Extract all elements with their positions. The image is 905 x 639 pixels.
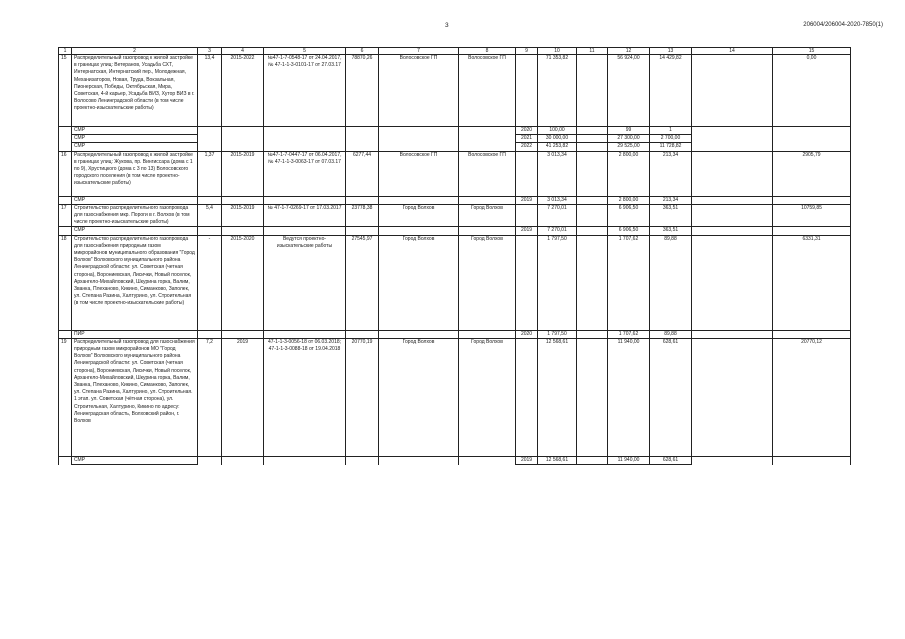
empty-cell (222, 456, 264, 464)
period-cell: 2015-2020 (222, 235, 264, 330)
empty-cell (692, 151, 773, 196)
local-budget-cell: 89,88 (650, 235, 692, 330)
empty-cell (577, 127, 608, 135)
empty-cell (773, 227, 851, 235)
empty-cell (346, 330, 379, 338)
total-cell: 1 797,50 (538, 330, 577, 338)
empty-cell (459, 456, 516, 464)
table-subrow (59, 135, 851, 143)
table-row (59, 338, 851, 456)
period-cell: 2015-2022 (222, 55, 264, 127)
total-cell: 3 013,34 (538, 196, 577, 204)
empty-cell (577, 204, 608, 227)
permit-cell: №47-1-7-0447-17 от 06.04.2017, № 47-1-1-3-0063-17 от 07.03.17 (264, 151, 346, 196)
column-header: 14 (692, 48, 773, 55)
year-cell (516, 204, 538, 227)
work-type-cell: СМР (72, 135, 198, 143)
owner-cell: Волосовское ГП (459, 55, 516, 127)
row-number: 19 (59, 338, 72, 456)
empty-cell (346, 135, 379, 143)
total-cell: 30 000,00 (538, 135, 577, 143)
empty-cell (59, 330, 72, 338)
regional-budget-cell: 56 924,00 (608, 55, 650, 127)
column-header: 12 (608, 48, 650, 55)
empty-cell (379, 330, 459, 338)
total-cell: 12 568,61 (538, 456, 577, 464)
year-cell: 2021 (516, 135, 538, 143)
column-header: 1 (59, 48, 72, 55)
empty-cell (379, 227, 459, 235)
length-cell: 7,2 (198, 338, 222, 456)
column-header: 6 (346, 48, 379, 55)
empty-cell (264, 196, 346, 204)
row-number: 15 (59, 55, 72, 127)
local-budget-cell: 628,61 (650, 456, 692, 464)
regional-budget-cell: 1 707,62 (608, 235, 650, 330)
table-row (59, 55, 851, 127)
empty-cell (577, 456, 608, 464)
year-cell: 2020 (516, 330, 538, 338)
row-number: 18 (59, 235, 72, 330)
empty-cell (773, 196, 851, 204)
table-row (59, 204, 851, 227)
empty-cell (379, 135, 459, 143)
regional-budget-cell: 1 707,62 (608, 330, 650, 338)
empty-cell (773, 143, 851, 151)
empty-cell (692, 204, 773, 227)
work-type-cell: СМР (72, 456, 198, 464)
empty-cell (346, 143, 379, 151)
permit-cell: 47-1-1-3-0056-18 от 06.03.2018; 47-1-1-3-0088-18 от 19.04.2018 (264, 338, 346, 456)
regional-budget-cell: 2 800,00 (608, 196, 650, 204)
year-cell (516, 338, 538, 456)
owner-cell: Город Волхов (459, 338, 516, 456)
local-budget-cell: 89,88 (650, 330, 692, 338)
length-cell: - (198, 235, 222, 330)
year-cell: 2020 (516, 127, 538, 135)
customer-cell: Город Волхов (379, 235, 459, 330)
empty-cell (59, 143, 72, 151)
empty-cell (692, 227, 773, 235)
empty-cell (692, 127, 773, 135)
empty-cell (692, 338, 773, 456)
empty-cell (773, 127, 851, 135)
permit-cell: № 47-1-7-0269-17 от 17.03.2017 (264, 204, 346, 227)
year-cell: 2019 (516, 456, 538, 464)
year-cell: 2022 (516, 143, 538, 151)
column-header: 2 (72, 48, 198, 55)
cost-cell: 20770,19 (346, 338, 379, 456)
empty-cell (379, 196, 459, 204)
empty-cell (379, 456, 459, 464)
year-cell (516, 151, 538, 196)
empty-cell (59, 456, 72, 464)
empty-cell (222, 330, 264, 338)
empty-cell (222, 143, 264, 151)
empty-cell (198, 196, 222, 204)
column-header: 7 (379, 48, 459, 55)
length-cell: 5,4 (198, 204, 222, 227)
customer-cell: Волосовское ГП (379, 55, 459, 127)
empty-cell (459, 135, 516, 143)
empty-cell (577, 330, 608, 338)
local-budget-cell: 628,61 (650, 338, 692, 456)
empty-cell (198, 330, 222, 338)
local-budget-cell: 14 429,82 (650, 55, 692, 127)
empty-cell (459, 227, 516, 235)
regional-budget-cell: 6 906,50 (608, 204, 650, 227)
period-cell: 2015-2019 (222, 151, 264, 196)
empty-cell (577, 227, 608, 235)
row-number: 17 (59, 204, 72, 227)
object-name: Распределительный газопровод для газоснабжения природным газом микрорайонов МО "Город Волхов" Волховского муниципального района Ленинградской области: ул. Советская (четная сторона), Ворониевская, Лисички, Новый поселок, Архангело-Михайловский, Шкурина горка, Валим, Званка, Плеханово, Кикино, Симанково, Заполек, ул. Степана Разина, Халтурино, ул. Строительная. 1 этап. ул. Советская (чётная сторона), ул. Строительная, Халтурино, Кикино по адресу: Ленинградская область, Волховский район, г. Волхов (72, 338, 198, 456)
table-subrow (59, 330, 851, 338)
empty-cell (198, 456, 222, 464)
empty-cell (692, 55, 773, 127)
table-subrow (59, 196, 851, 204)
regional-budget-cell: 29 525,00 (608, 143, 650, 151)
year-cell (516, 55, 538, 127)
local-budget-cell: 1 (650, 127, 692, 135)
column-header: 8 (459, 48, 516, 55)
local-budget-cell: 363,51 (650, 204, 692, 227)
empty-cell (264, 227, 346, 235)
length-cell: 13,4 (198, 55, 222, 127)
empty-cell (459, 330, 516, 338)
table-row (59, 235, 851, 330)
empty-cell (692, 196, 773, 204)
year-cell: 2019 (516, 196, 538, 204)
column-header: 3 (198, 48, 222, 55)
column-header: 9 (516, 48, 538, 55)
table-subrow (59, 456, 851, 464)
table-subrow (59, 143, 851, 151)
empty-cell (577, 55, 608, 127)
remaining-cell: 10759,85 (773, 204, 851, 227)
work-type-cell: СМР (72, 227, 198, 235)
empty-cell (459, 143, 516, 151)
object-name: Строительство распределительного газопровода для газоснабжения мкр. Пороги в г. Волхов (в том числе проектно-изыскательские работы) (72, 204, 198, 227)
empty-cell (379, 143, 459, 151)
column-header: 11 (577, 48, 608, 55)
empty-cell (222, 196, 264, 204)
regional-budget-cell: 2 800,00 (608, 151, 650, 196)
document-code: 206004/206004-2020-7850(1) (803, 22, 883, 28)
total-cell: 41 253,82 (538, 143, 577, 151)
table-row (59, 151, 851, 196)
total-cell: 1 797,50 (538, 235, 577, 330)
cost-cell: 78870,26 (346, 55, 379, 127)
year-cell: 2019 (516, 227, 538, 235)
total-cell: 12 568,61 (538, 338, 577, 456)
object-name: Строительство распределительного газопровода для газоснабжения природным газом микрорайонов муниципального образования "Город Волхов" Волховского муниципального района Ленинградской области: ул. Советская (четная сторона), Ворониевская, Лисички, Новый поселок, Архангело-Михайловский, Шкурина горка, Валим, Званка, Плеханово, Кикино, Симанково, Заполек, ул. Степана Разина, Халтурино, ул. Строительная (в том числе проектно-изыскательские работы) (72, 235, 198, 330)
empty-cell (577, 235, 608, 330)
remaining-cell: 2905,79 (773, 151, 851, 196)
empty-cell (346, 227, 379, 235)
empty-cell (59, 135, 72, 143)
total-cell: 7 270,01 (538, 227, 577, 235)
object-name: Распределительный газопровод к жилой застройке в границах улиц: Ветеранов, Усадьба СХТ, Интернатская, Интернатский пер., Молодежная, Механизаторов, Новая, Труда, Вокзальная, Пионерская, Победы, Октябрьская, Мира, Советская, 4-й карьер, Усадьба ВИЗ, Хутор ВИЗ в г. Волосово Ленинградской области (в том числе проектно-изыскательские работы) (72, 55, 198, 127)
regional-budget-cell: 11 940,00 (608, 456, 650, 464)
empty-cell (264, 330, 346, 338)
table-header-row (59, 48, 851, 55)
regional-budget-cell: 27 300,00 (608, 135, 650, 143)
total-cell: 100,00 (538, 127, 577, 135)
column-header: 4 (222, 48, 264, 55)
work-type-cell: СМР (72, 143, 198, 151)
column-header: 15 (773, 48, 851, 55)
local-budget-cell: 2 700,00 (650, 135, 692, 143)
year-cell (516, 235, 538, 330)
period-cell: 2019 (222, 338, 264, 456)
empty-cell (222, 227, 264, 235)
empty-cell (264, 127, 346, 135)
empty-cell (222, 127, 264, 135)
empty-cell (773, 135, 851, 143)
permit-cell: Ведутся проектно-изыскательские работы (264, 235, 346, 330)
empty-cell (773, 330, 851, 338)
empty-cell (692, 330, 773, 338)
cost-cell: 6277,44 (346, 151, 379, 196)
column-header: 10 (538, 48, 577, 55)
total-cell: 7 270,01 (538, 204, 577, 227)
empty-cell (59, 127, 72, 135)
column-header: 13 (650, 48, 692, 55)
table-subrow (59, 227, 851, 235)
empty-cell (198, 227, 222, 235)
permit-cell: №47-1-7-0548-17 от 24.04.2017, № 47-1-1-3-0101-17 от 27.03.17 (264, 55, 346, 127)
owner-cell: Волосовское ГП (459, 151, 516, 196)
empty-cell (379, 127, 459, 135)
empty-cell (692, 456, 773, 464)
owner-cell: Город Волхов (459, 204, 516, 227)
regional-budget-cell: 99 (608, 127, 650, 135)
empty-cell (773, 456, 851, 464)
page-number: 3 (445, 22, 449, 29)
empty-cell (692, 135, 773, 143)
empty-cell (222, 135, 264, 143)
local-budget-cell: 11 728,82 (650, 143, 692, 151)
empty-cell (577, 196, 608, 204)
empty-cell (59, 196, 72, 204)
row-number: 16 (59, 151, 72, 196)
empty-cell (346, 456, 379, 464)
empty-cell (692, 235, 773, 330)
table-subrow (59, 127, 851, 135)
period-cell: 2015-2019 (222, 204, 264, 227)
owner-cell: Город Волхов (459, 235, 516, 330)
customer-cell: Город Волхов (379, 204, 459, 227)
regional-budget-cell: 11 940,00 (608, 338, 650, 456)
work-type-cell: ПИР (72, 330, 198, 338)
cost-cell: 23778,38 (346, 204, 379, 227)
empty-cell (264, 456, 346, 464)
empty-cell (198, 143, 222, 151)
work-type-cell: СМР (72, 127, 198, 135)
total-cell: 71 353,82 (538, 55, 577, 127)
empty-cell (264, 135, 346, 143)
empty-cell (459, 127, 516, 135)
empty-cell (692, 143, 773, 151)
empty-cell (577, 143, 608, 151)
investment-table (58, 47, 851, 465)
empty-cell (346, 196, 379, 204)
local-budget-cell: 213,34 (650, 196, 692, 204)
length-cell: 1,37 (198, 151, 222, 196)
regional-budget-cell: 6 906,50 (608, 227, 650, 235)
object-name: Распределительный газопровод к жилой застройке в границах улиц: Жукова, пр. Вингиссара (дома с 1 по 9), Хрустицкого (дома с 3 по 13) Волосовского городского поселения (в том числе проектно-изыскательские работы) (72, 151, 198, 196)
empty-cell (577, 151, 608, 196)
empty-cell (198, 127, 222, 135)
local-budget-cell: 213,34 (650, 151, 692, 196)
empty-cell (346, 127, 379, 135)
customer-cell: Город Волхов (379, 338, 459, 456)
empty-cell (264, 143, 346, 151)
cost-cell: 27545,97 (346, 235, 379, 330)
work-type-cell: СМР (72, 196, 198, 204)
customer-cell: Волосовское ГП (379, 151, 459, 196)
total-cell: 3 013,34 (538, 151, 577, 196)
local-budget-cell: 363,51 (650, 227, 692, 235)
remaining-cell: 20770,12 (773, 338, 851, 456)
column-header: 5 (264, 48, 346, 55)
remaining-cell: 6331,31 (773, 235, 851, 330)
empty-cell (459, 196, 516, 204)
empty-cell (198, 135, 222, 143)
empty-cell (577, 135, 608, 143)
empty-cell (577, 338, 608, 456)
empty-cell (59, 227, 72, 235)
remaining-cell: 0,00 (773, 55, 851, 127)
